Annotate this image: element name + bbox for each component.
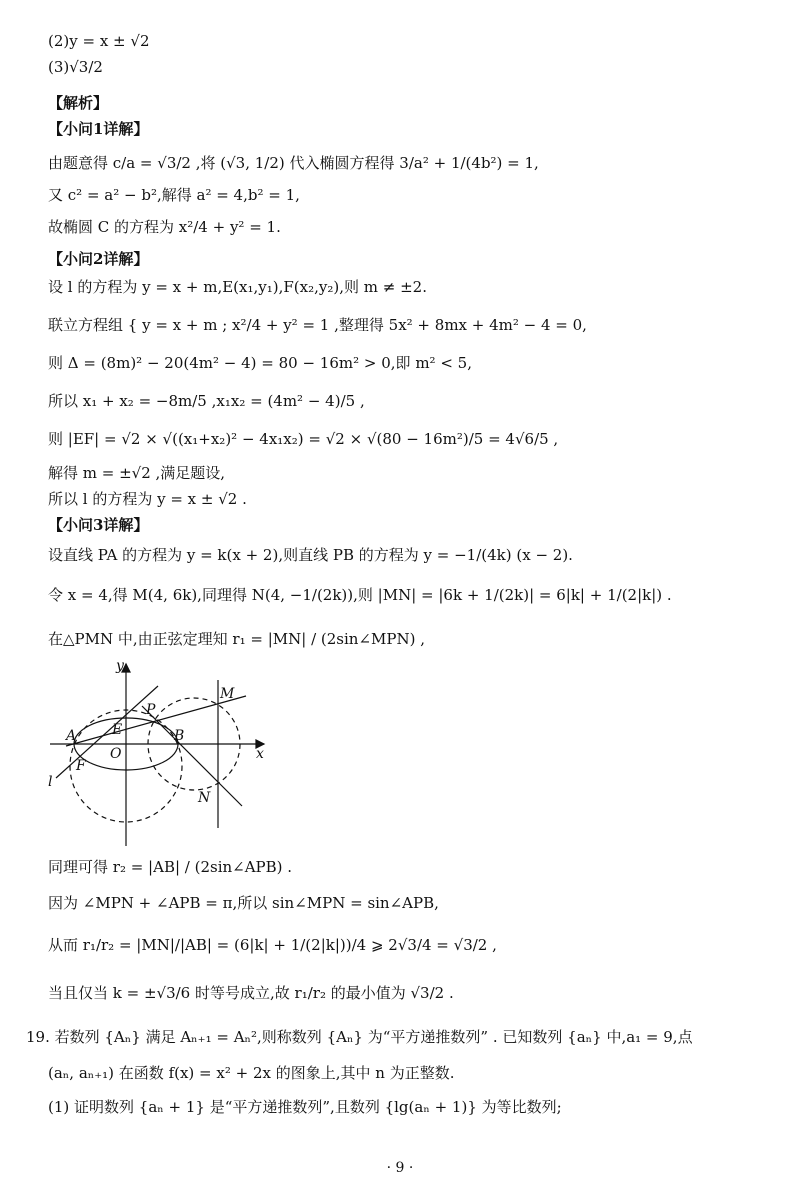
part3-line1: 设直线 PA 的方程为 y = k(x + 2),则直线 PB 的方程为 y = −1/(4k) (x − 2). xyxy=(48,546,573,564)
q19-line2: (aₙ, aₙ₊₁) 在函数 f(x) = x² + 2x 的图象上,其中 n 为正整数. xyxy=(48,1064,455,1082)
label-l: l xyxy=(48,774,53,790)
label-P: P xyxy=(146,702,156,718)
label-N: N xyxy=(198,790,211,806)
label-E: E xyxy=(112,722,123,738)
part3-line4: 同理可得 r₂ = |AB| / (2sin∠APB) . xyxy=(48,858,293,876)
part3-line5: 因为 ∠MPN + ∠APB = π,所以 sin∠MPN = sin∠APB, xyxy=(48,894,439,912)
label-A: A xyxy=(66,728,77,744)
label-O: O xyxy=(110,746,122,762)
part2-line3: 则 Δ = (8m)² − 20(4m² − 4) = 80 − 16m² > 0,即 m² < 5, xyxy=(48,354,472,372)
part1-title: 【小问1详解】 xyxy=(48,120,149,138)
geometry-figure xyxy=(46,656,296,846)
part2-title: 【小问2详解】 xyxy=(48,250,149,268)
part2-line2: 联立方程组 { y = x + m ; x²/4 + y² = 1 ,整理得 5x² + 8mx + 4m² − 4 = 0, xyxy=(48,316,587,334)
part2-line6: 解得 m = ±√2 ,满足题设, xyxy=(48,464,226,482)
part3-title: 【小问3详解】 xyxy=(48,516,149,534)
part1-line1: 由题意得 c/a = √3/2 ,将 (√3, 1/2) 代入椭圆方程得 3/a² + 1/(4b²) = 1, xyxy=(48,154,539,172)
answer-3: (3)√3/2 xyxy=(48,58,103,76)
page-number: · 9 · xyxy=(386,1160,414,1176)
part3-line6: 从而 r₁/r₂ = |MN|/|AB| = (6|k| + 1/(2|k|))/4 ⩾ 2√3/4 = √3/2 , xyxy=(48,936,497,954)
part2-line4: 所以 x₁ + x₂ = −8m/5 ,x₁x₂ = (4m² − 4)/5 , xyxy=(48,392,365,410)
answer-2: (2)y = x ± √2 xyxy=(48,32,150,50)
part2-line7: 所以 l 的方程为 y = x ± √2 . xyxy=(48,490,247,508)
q19-line3: (1) 证明数列 {aₙ + 1} 是“平方递推数列”,且数列 {lg(aₙ + 1)} 为等比数列; xyxy=(48,1098,562,1116)
q19-line1: 19. 若数列 {Aₙ} 满足 Aₙ₊₁ = Aₙ²,则称数列 {Aₙ} 为“平方递推数列” . 已知数列 {aₙ} 中,a₁ = 9,点 xyxy=(26,1028,693,1046)
label-B: B xyxy=(174,728,185,744)
part3-line7: 当且仅当 k = ±√3/6 时等号成立,故 r₁/r₂ 的最小值为 √3/2 . xyxy=(48,984,454,1002)
label-M: M xyxy=(220,686,235,702)
part3-line2: 令 x = 4,得 M(4, 6k),同理得 N(4, −1/(2k)),则 |MN| = |6k + 1/(2k)| = 6|k| + 1/(2|k|) . xyxy=(48,586,672,604)
part3-line3: 在△PMN 中,由正弦定理知 r₁ = |MN| / (2sin∠MPN) , xyxy=(48,630,425,648)
part2-line1: 设 l 的方程为 y = x + m,E(x₁,y₁),F(x₂,y₂),则 m ≠ ±2. xyxy=(48,278,427,296)
part2-line5: 则 |EF| = √2 × √((x₁+x₂)² − 4x₁x₂) = √2 × √(80 − 16m²)/5 = 4√6/5 , xyxy=(48,430,559,448)
part1-line3: 故椭圆 C 的方程为 x²/4 + y² = 1. xyxy=(48,218,281,236)
heading-analysis: 【解析】 xyxy=(48,94,109,112)
label-x: x xyxy=(256,746,264,762)
line-PB xyxy=(142,706,242,806)
label-y: y xyxy=(116,658,124,674)
label-F: F xyxy=(76,758,86,774)
part1-line2: 又 c² = a² − b²,解得 a² = 4,b² = 1, xyxy=(48,186,300,204)
